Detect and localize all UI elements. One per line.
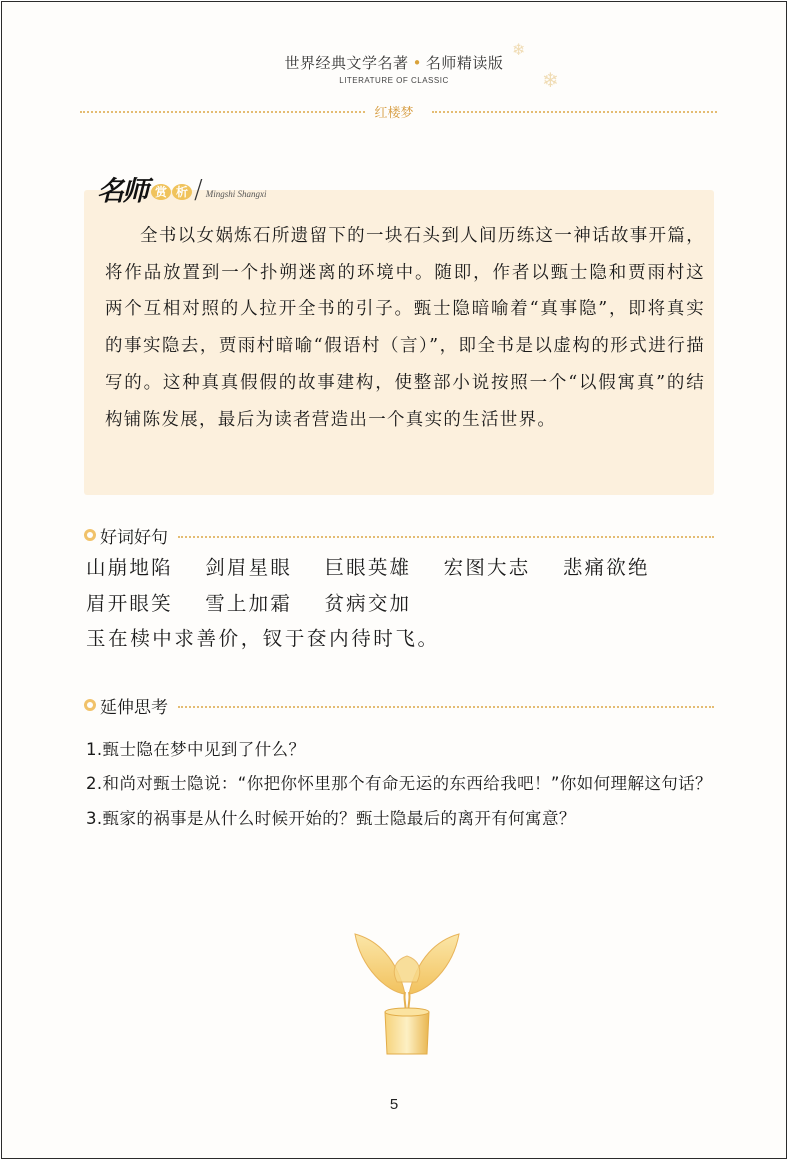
section-dotted-rule (178, 536, 714, 538)
series-english-title: LITERATURE OF CLASSIC (339, 76, 449, 85)
badge-main-text: 名师 (97, 175, 147, 207)
commentary-badge (97, 168, 267, 208)
good-words-label: 好词好句 (100, 527, 168, 548)
title-separator-dot: • (412, 54, 422, 72)
series-title-a: 世界经典文学名著 (284, 54, 409, 72)
question-item: 1.甄士隐在梦中见到了什么？ (86, 740, 306, 759)
good-word: 眉开眼笑 (86, 591, 173, 615)
badge-pinyin: Mingshi Shangxi (205, 189, 267, 199)
section-bullet-icon (84, 529, 96, 541)
badge-seal-1: 赏 (151, 184, 171, 200)
good-word: 悲痛欲绝 (562, 556, 650, 579)
good-word: 巨眼英雄 (324, 556, 412, 579)
commentary-text (105, 218, 705, 438)
series-title-b: 名师精读版 (425, 54, 504, 72)
snowflake-icon: ❄ (542, 68, 559, 92)
good-word: 贫病交加 (324, 591, 412, 615)
good-word: 剑眉星眼 (205, 556, 293, 579)
good-words-list (86, 550, 726, 657)
commentary-paragraph: 全书以女娲炼石所遗留下的一块石头到人间历练这一神话故事开篇，将作品放置到一个扑朔迷离的环境中。随即，作者以甄士隐和贾雨村这两个互相对照的人拉开全书的引子。甄士隐暗喻着“真事隐”，即将真实的事实隐去，贾雨村暗喻“假语村（言）”，即全书是以虚构的形式进行描写的。这种真真假假的故事建构，使整部小说按照一个“以假寓真”的结构铺陈发展，最后为读者营造出一个真实的生活世界。 (105, 226, 705, 430)
good-word: 雪上加霜 (205, 591, 293, 615)
good-word: 山崩地陷 (86, 556, 173, 579)
snowflake-icon: ❄ (512, 40, 526, 59)
good-words-row-2 (86, 586, 726, 622)
section-bullet-icon (84, 699, 96, 711)
good-word: 宏图大志 (443, 556, 531, 579)
section-dotted-rule (178, 706, 714, 708)
thinking-header (84, 693, 714, 717)
good-words-row-1 (86, 550, 726, 586)
sprout-illustration (347, 922, 467, 1062)
page-number: 5 (389, 1096, 399, 1113)
good-sentence: 玉在椟中求善价，钗于奁内待时飞。 (86, 627, 440, 650)
thinking-label: 延伸思考 (100, 697, 168, 718)
good-words-header (84, 523, 714, 547)
thinking-questions (86, 733, 726, 836)
book-title: 红楼梦 (374, 106, 414, 121)
series-title (2, 52, 786, 73)
question-item: 2.和尚对甄士隐说：“你把你怀里那个有命无运的东西给我吧！”你如何理解这句话？ (86, 774, 712, 794)
book-page (1, 1, 787, 1159)
badge-slash-divider: / (194, 175, 203, 205)
question-item: 3.甄家的祸事是从什么时候开始的？甄士隐最后的离开有何寓意？ (86, 808, 576, 828)
badge-seal-2: 析 (172, 184, 192, 200)
